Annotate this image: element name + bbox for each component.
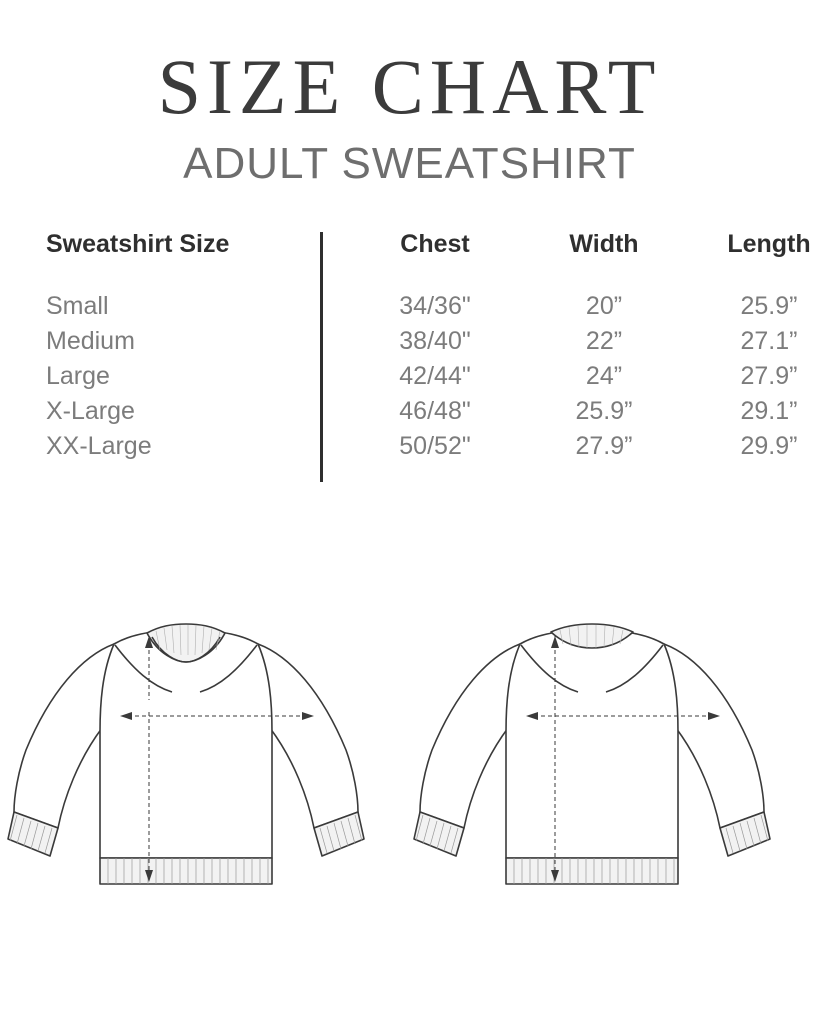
column-header-chest: Chest — [400, 230, 470, 258]
cell-length: 29.1” — [740, 397, 798, 425]
size-table — [46, 230, 819, 464]
waistband-ribbing — [108, 858, 268, 884]
cell-chest: 42/44" — [399, 362, 471, 390]
right-sleeve — [258, 644, 358, 828]
page-subtitle: ADULT SWEATSHIRT — [183, 139, 636, 188]
sweatshirt-front-view — [6, 600, 406, 940]
left-sleeve — [14, 644, 114, 828]
left-sleeve — [420, 644, 520, 828]
cell-size: Small — [46, 292, 109, 320]
page-title: SIZE CHART — [157, 43, 662, 130]
cell-width: 25.9” — [575, 397, 633, 425]
column-header-size: Sweatshirt Size — [46, 230, 230, 258]
waistband — [100, 858, 272, 884]
cell-size: X-Large — [46, 397, 135, 425]
right-sleeve — [664, 644, 764, 828]
cell-size: XX-Large — [46, 432, 152, 460]
column-header-width: Width — [569, 230, 639, 258]
waistband-ribbing — [514, 858, 674, 884]
cell-width: 27.9” — [575, 432, 633, 460]
waistband — [506, 858, 678, 884]
cell-chest: 46/48" — [399, 397, 471, 425]
cell-chest: 34/36" — [399, 292, 471, 320]
sweatshirt-back-view — [412, 600, 812, 940]
body — [100, 630, 272, 858]
cell-chest: 38/40" — [399, 327, 471, 355]
table-row — [46, 394, 819, 429]
table-row — [46, 324, 819, 359]
table-header-row — [46, 230, 819, 289]
cell-length: 27.9” — [740, 362, 798, 390]
cell-size: Large — [46, 362, 110, 390]
table-row — [46, 359, 819, 394]
column-header-length: Length — [727, 230, 811, 258]
cell-size: Medium — [46, 327, 135, 355]
cell-length: 29.9” — [740, 432, 798, 460]
table-vertical-divider — [320, 232, 323, 482]
cell-length: 25.9” — [740, 292, 798, 320]
body — [506, 630, 678, 858]
size-table-container — [46, 230, 811, 464]
illustrations — [0, 600, 819, 960]
table-row — [46, 429, 819, 464]
cell-width: 22” — [585, 327, 623, 355]
cell-width: 24” — [585, 362, 623, 390]
cell-width: 20” — [585, 292, 623, 320]
table-row — [46, 289, 819, 324]
cell-chest: 50/52" — [399, 432, 471, 460]
cell-length: 27.1” — [740, 327, 798, 355]
